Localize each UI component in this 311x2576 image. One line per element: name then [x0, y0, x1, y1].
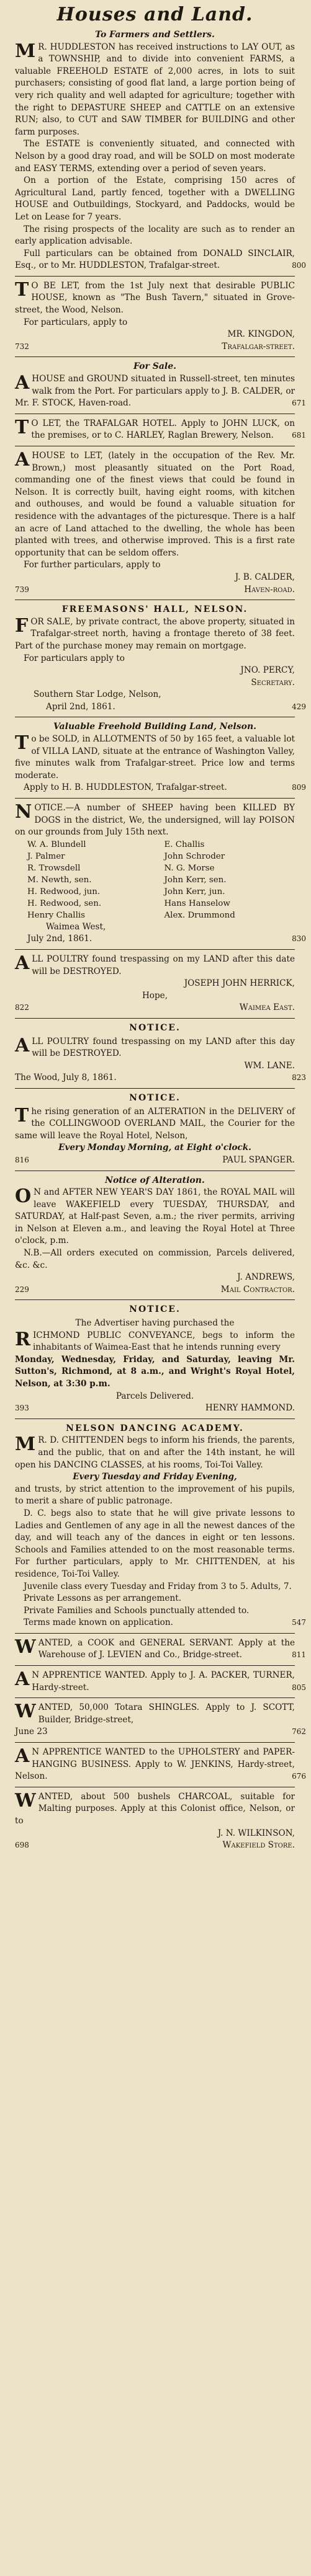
ad-body: ICHMOND PUBLIC CONVEYANCE, begs to inform the inhabitants of Waimea-East that he intends running every [32, 1330, 295, 1353]
ad-schedule: Every Monday Morning, at Eight o'clock. [58, 1143, 251, 1153]
ad-code: 393 [15, 1404, 29, 1413]
ad-signature: J. B. CALDER, [235, 572, 295, 582]
ad-body: LL POULTRY found trespassing on my LAND after this day will be DESTROYED. [32, 1036, 295, 1059]
ad-drop-letter: N [15, 801, 32, 823]
ad-signature: JNO. PERCY, [240, 665, 295, 676]
ad-schedule: Every Tuesday and Friday Evening, [73, 1472, 237, 1482]
ad-code: 676 [292, 1772, 306, 1781]
ad-township-estate [15, 29, 306, 272]
ad-heading: FREEMASONS' HALL, NELSON. [61, 604, 248, 615]
ad-body: On a portion of the Estate, comprising 150 acres of Agricultural Land, partly fenced, together with a DWELLING HOUSE and Outbuildings, Stockyard, and Paddocks, would be Let on Lease for 7 years. [15, 175, 295, 222]
ad-drop-letter: O [15, 1185, 32, 1208]
ad-body: ANTED, 50,000 Totara SHINGLES. Apply to J. SCOTT, Builder, Bridge-street, [38, 1702, 295, 1725]
ad-body: ANTED, about 500 bushels CHARCOAL, suitable for Malting purposes. Apply at this Colonist office, Nelson, or to [15, 1791, 295, 1826]
ad-code: 739 [15, 585, 29, 594]
ad-code: 681 [292, 431, 306, 440]
ad-signature: MR. KINGDON, [227, 329, 295, 340]
ad-body: HOUSE to LET, (lately in the occupation of the Rev. Mr. Brown,) most pleasantly situated on the Port Road, commanding one of the finest views that could be found in Nelson. It is correctly built, having eight rooms, with kitchen and outhouses, and would be found a valuable situation for residence with the advantages of the picturesque. There is a half an acre of Land attached to the dwelling, the whole has been planted with trees, and otherwise improved. This is a first rate opportunity that can be seldom offers. [15, 451, 295, 558]
ad-villa-land [15, 721, 306, 794]
ad-drop-letter: A [15, 1668, 30, 1691]
ad-trafalgar-hotel [15, 416, 306, 442]
ad-signature: Trafalgar-street. [222, 341, 295, 352]
ad-body: Parcels Delivered. [115, 1391, 194, 1401]
divider [15, 1633, 295, 1634]
ad-richmond-conveyance [15, 1304, 295, 1414]
ad-signature: Wakefield Store. [222, 1840, 295, 1851]
ad-body: and trusts, by strict attention to the improvement of his pupils, to merit a share of public patronage. [15, 1484, 295, 1507]
ad-signature: J. ANDREWS, [237, 1272, 295, 1283]
ad-place: Waimea East. [239, 1003, 295, 1013]
ad-code: 805 [292, 1683, 306, 1692]
ad-body: For further particulars, apply to [24, 560, 161, 570]
divider [15, 1697, 295, 1698]
ad-charcoal-wanted [15, 1791, 295, 1852]
ad-drop-letter: A [15, 372, 30, 394]
ad-body: The rising prospects of the locality are such as to render an early application advisable. [15, 224, 295, 247]
ad-place: Waimea West, [46, 921, 106, 932]
ad-drop-letter: T [15, 1104, 29, 1126]
ad-code: 762 [292, 1727, 306, 1737]
ad-signature: PAUL SPANGER. [222, 1154, 295, 1165]
ad-dancing-academy [15, 1423, 306, 1629]
ad-heading: NOTICE. [129, 1304, 181, 1315]
signatory: W. A. Blundell [27, 839, 86, 849]
ad-heading: Notice of Alteration. [105, 1175, 205, 1185]
ad-royal-mail [15, 1175, 295, 1296]
ad-sheep-notice [15, 801, 306, 945]
ad-signature: J. N. WILKINSON, [217, 1828, 295, 1838]
divider [15, 798, 295, 799]
divider [15, 1665, 295, 1666]
ad-body: R. HUDDLESTON has received instructions to LAY OUT, as a TOWNSHIP, and to divide into convenient FARMS, a valuable FREEHOLD ESTATE of 2,000 acres, in lots to suit purchasers; consisting of good flat land, a large portion being of very rich quality and well adapted for agriculture; together with the right to DEPASTURE SHEEP and CATTLE on an extensive RUN; also, to CUT and SAW TIMBER for BUILDING and other farm purposes. [15, 42, 295, 137]
signatory: Hans Hanselow [164, 898, 230, 908]
ad-house-for-sale [15, 361, 306, 409]
ad-place: Hope, [142, 990, 168, 1001]
ad-drop-letter: A [15, 952, 30, 974]
ad-body: HOUSE and GROUND situated in Russell-street, ten minutes walk from the Port. For particulars apply to J. B. CALDER, or Mr. F. STOCK, Haven-road. [15, 374, 295, 409]
ad-code: 811 [292, 1650, 306, 1660]
ad-code: 671 [292, 399, 306, 408]
signatory: John Kerr, sen. [164, 875, 227, 885]
ad-body: For particulars apply to [24, 653, 125, 663]
ad-heading: Valuable Freehold Building Land, Nelson. [53, 722, 256, 732]
ad-signature: HENRY HAMMOND. [205, 1403, 295, 1414]
ad-body: ANTED, a COOK and GENERAL SERVANT. Apply at the Warehouse of J. LEVIEN and Co., Bridge-street. [38, 1637, 295, 1660]
ad-drop-letter: T [15, 732, 29, 755]
signatory: Alex. Drummond [164, 910, 235, 920]
ad-code: 229 [15, 1285, 29, 1294]
divider [15, 1088, 295, 1089]
ad-body: D. C. begs also to state that he will give private lessons to Ladies and Gentlemen of any age in all the newest dances of the day, and will teach any of the dances in eight or ten lessons. Schools and Families attended to on the most reasonable terms. For further particulars, apply to Mr. CHITTENDEN, at his residence, Toi-Toi Valley. [15, 1508, 295, 1579]
divider [15, 1299, 295, 1300]
ad-code: 809 [292, 783, 306, 792]
ad-drop-letter: W [15, 1701, 36, 1723]
ad-collingwood-mail [15, 1092, 295, 1167]
ad-body: Private Lessons as per arrangement. [24, 1593, 182, 1604]
ad-date: June 23 [15, 1727, 48, 1737]
ad-code: 823 [292, 1073, 306, 1082]
ad-drop-letter: R [15, 1328, 30, 1350]
signatory: R. Trowsdell [27, 863, 81, 873]
ad-drop-letter: T [15, 278, 29, 301]
ad-body: o be SOLD, in ALLOTMENTS of 50 by 165 feet, a valuable lot of VILLA LAND, situate at the entrance of Washington Valley, five minutes walk from Trafalgar-street. Price low and terms moderate. [15, 734, 295, 781]
ad-code: 800 [292, 261, 306, 270]
ad-date: July 2nd, 1861. [27, 934, 92, 944]
ad-signature: JOSEPH JOHN HERRICK, [184, 978, 295, 989]
ad-drop-letter: A [15, 449, 30, 471]
ad-body: LL POULTRY found trespassing on my LAND after this date will be DESTROYED. [32, 954, 295, 976]
signatory: M. Newth, sen. [27, 875, 92, 885]
ad-signature: Secretary. [251, 677, 295, 688]
ad-code: 429 [292, 702, 306, 711]
ad-body: N APPRENTICE WANTED. Apply to J. A. PACKER, TURNER, Hardy-street. [32, 1670, 295, 1693]
ad-code: 732 [15, 342, 29, 351]
ad-poultry-lane [15, 1022, 306, 1084]
ad-body: The Advertiser having purchased the [75, 1318, 235, 1329]
ad-body: N and AFTER NEW YEAR'S DAY 1861, the ROYAL MAIL will leave WAKEFIELD every TUESDAY, THURSDAY, and SATURDAY, at Half-past Seven, a.m.; the river permits, arriving in Nelson at Eleven a.m., and leaving the Royal Hotel at Three o'clock, p.m. [15, 1187, 295, 1246]
ad-signature: Haven-road. [244, 584, 295, 595]
ad-cook-wanted [15, 1635, 306, 1662]
signatories-list [15, 839, 295, 921]
ad-drop-letter: M [15, 40, 36, 62]
ad-signature: WM. LANE. [244, 1060, 295, 1071]
signatory: John Schroder [164, 851, 225, 861]
section-masthead: Houses and Land. [56, 4, 253, 25]
ad-drop-letter: T [15, 416, 29, 438]
ad-bush-tavern [15, 280, 295, 353]
ad-date: The Wood, July 8, 1861. [15, 1073, 117, 1083]
ad-code: 698 [15, 1841, 29, 1850]
ad-body: O LET, the TRAFALGAR HOTEL. Apply to JOHN LUCK, on the premises, or to C. HARLEY, Raglan Brewery, Nelson. [31, 418, 295, 441]
ad-code: 547 [292, 1618, 306, 1627]
ad-drop-letter: W [15, 1635, 36, 1658]
ad-heading: For Sale. [133, 361, 177, 372]
signatory: John Kerr, jun. [164, 887, 225, 896]
ad-heading: NOTICE. [129, 1022, 181, 1033]
signatory: E. Challis [164, 839, 205, 849]
ad-body: he rising generation of an ALTERATION in the DELIVERY of the COLLINGWOOD OVERLAND MAIL, the Courier for the same will leave the Royal Hotel, Nelson, [15, 1106, 295, 1141]
ad-body: R. D. CHITTENDEN begs to inform his friends, the parents, and the public, that on and after the 14th instant, he will open his DANCING CLASSES, at his rooms, Toi-Toi Valley. [15, 1435, 295, 1470]
ad-drop-letter: A [15, 1034, 30, 1056]
ad-heading: To Farmers and Settlers. [95, 30, 215, 40]
ad-poultry-herrick [15, 954, 295, 1014]
ad-body: Apply to H. B. HUDDLESTON, Trafalgar-street. [24, 782, 227, 793]
ad-drop-letter: A [15, 1745, 30, 1768]
ad-body: Private Families and Schools punctually attended to. [24, 1605, 250, 1616]
divider [15, 1742, 295, 1743]
ad-body: O BE LET, from the 1st July next that desirable PUBLIC HOUSE, known as "The Bush Tavern," situated in Grove-street, the Wood, Nelson. [15, 280, 295, 316]
divider [15, 356, 295, 357]
ad-body: The ESTATE is conveniently situated, and connected with Nelson by a good dray road, and will be SOLD on most moderate and EASY TERMS, extending over a period of seven years. [15, 139, 295, 174]
divider [15, 949, 295, 950]
ad-freemasons-hall [15, 604, 306, 713]
ad-drop-letter: F [15, 614, 29, 637]
ad-apprentice-turner [15, 1668, 306, 1694]
signatory: H. Redwood, jun. [27, 887, 101, 896]
ad-body: Juvenile class every Tuesday and Friday from 3 to 5. Adults, 7. [24, 1581, 292, 1591]
ad-drop-letter: W [15, 1789, 36, 1812]
ad-body: Full particulars can be obtained from DONALD SINCLAIR, Esq., or to Mr. HUDDLESTON, Trafalgar-street. [15, 248, 295, 271]
ad-place: Southern Star Lodge, Nelson, [34, 689, 161, 700]
ad-heading: NOTICE. [129, 1092, 181, 1103]
divider [15, 276, 295, 277]
ad-body: OR SALE, by private contract, the above property, situated in Trafalgar-street north, having a frontage thereto of 38 feet. Part of the purchase money may remain on mortgage. [15, 616, 295, 651]
ad-body: N APPRENTICE WANTED to the UPHOLSTERY and PAPER-HANGING BUSINESS. Apply to W. JENKINS, Hardy-street, Nelson. [15, 1747, 295, 1782]
ad-body: OTICE.—A number of SHEEP having been KILLED BY DOGS in the district, We, the undersigned, will lay POISON on our grounds from July 15th next. [15, 803, 295, 838]
ad-schedule: Monday, Wednesday, Friday, and Saturday, leaving Mr. Sutton's, Richmond, at 8 a.m., and Wright's Royal Hotel, Nelson, at 3:30 p.m. [15, 1354, 295, 1389]
ad-body: For particulars, apply to [24, 317, 128, 327]
ad-body: Terms made known on application. [24, 1618, 173, 1628]
signatory: H. Redwood, sen. [27, 898, 102, 908]
ad-heading: NELSON DANCING ACADEMY. [66, 1423, 244, 1433]
signatory: N. G. Morse [164, 863, 215, 873]
ad-apprentice-upholstery [15, 1745, 306, 1783]
ad-code: 822 [15, 1003, 29, 1012]
divider [15, 1018, 295, 1019]
ad-code: 816 [15, 1155, 29, 1164]
ad-drop-letter: M [15, 1433, 36, 1456]
signatory: J. Palmer [27, 851, 65, 861]
ad-code: 830 [292, 934, 306, 944]
ad-house-to-let [15, 450, 295, 596]
ad-body: N.B.—All orders executed on commission, Parcels delivered, &c. &c. [15, 1248, 295, 1270]
ad-signature: Mail Contractor. [220, 1284, 295, 1295]
ad-shingles-wanted [15, 1701, 306, 1738]
signatory: Henry Challis [27, 910, 86, 920]
ad-date: April 2nd, 1861. [46, 701, 115, 712]
